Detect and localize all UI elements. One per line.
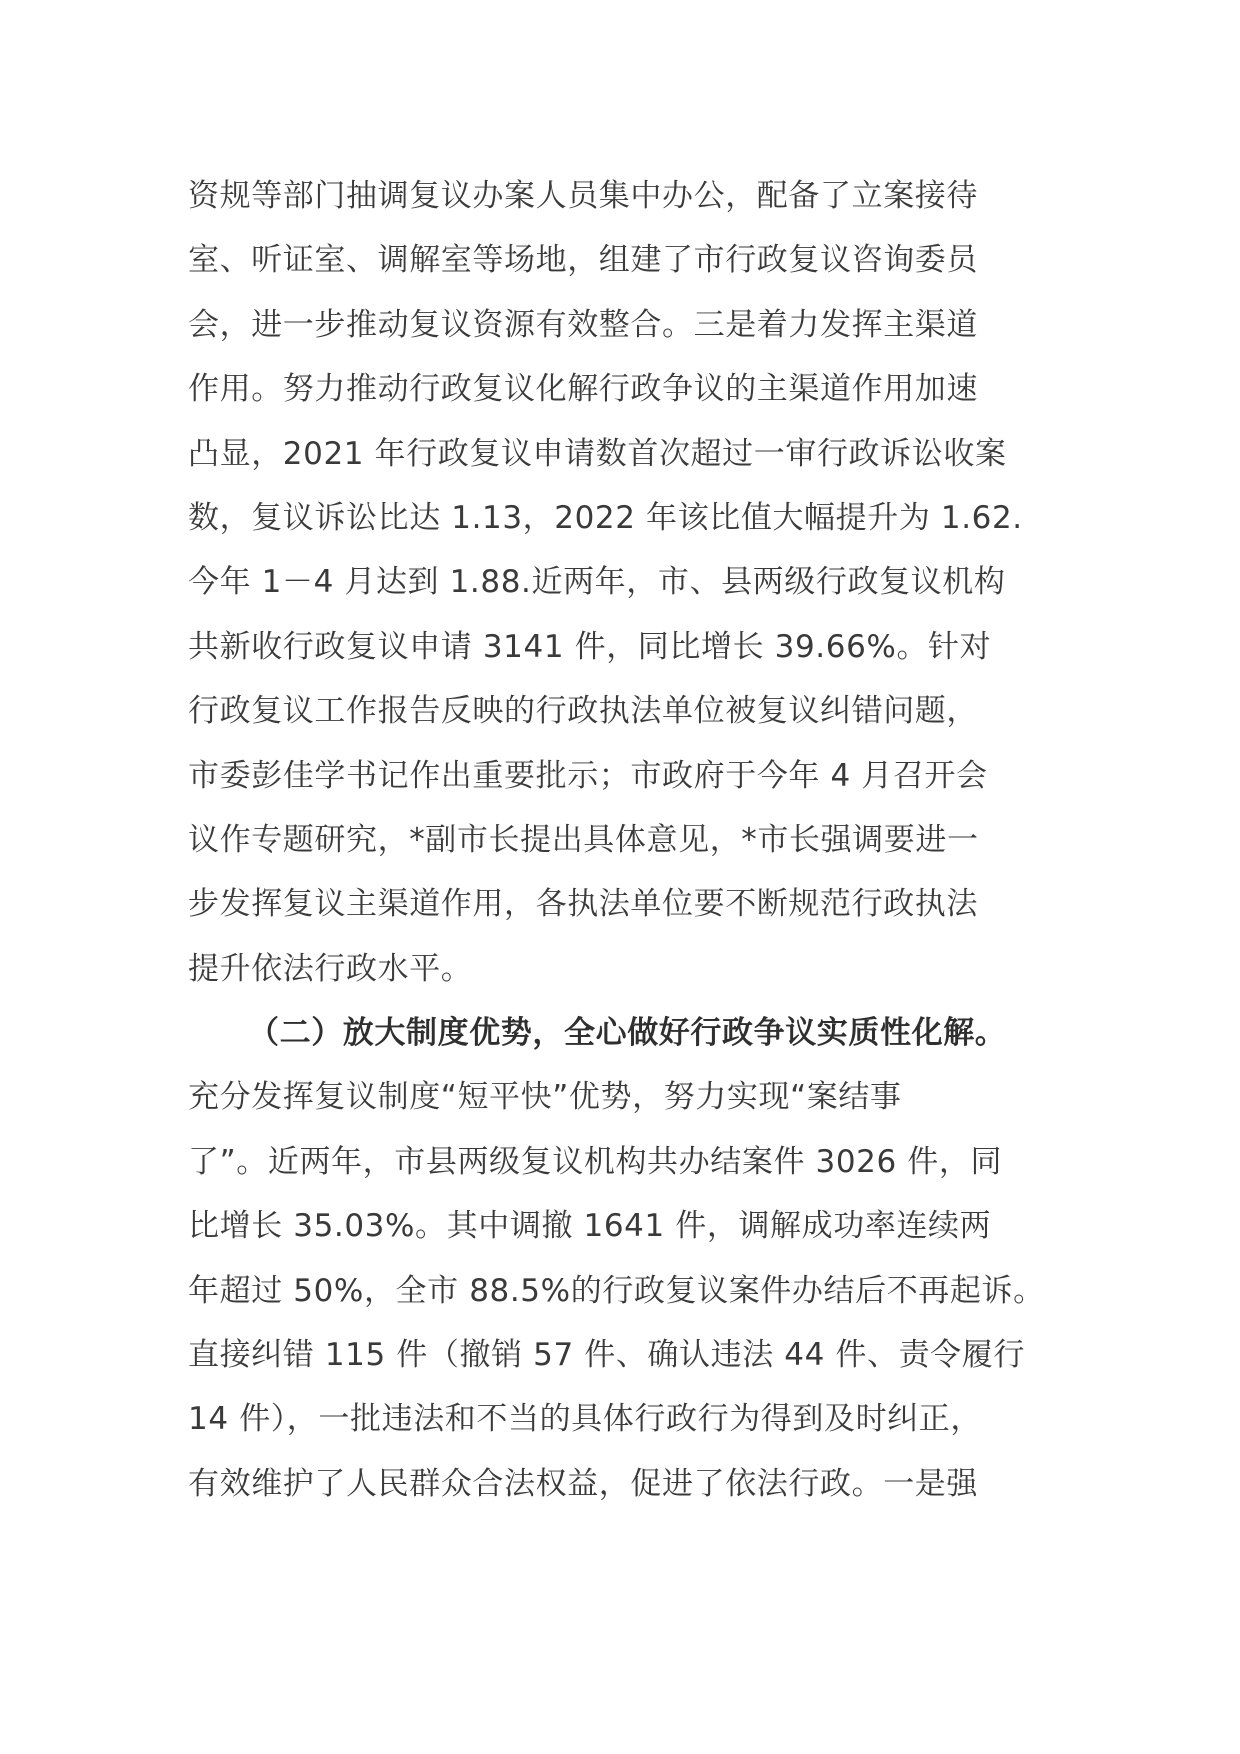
paragraph-line: 凸显，2021 年行政复议申请数首次超过一审行政诉讼收案 [188, 435, 1007, 472]
paragraph-line: 议作专题研究，*副市长提出具体意见，*市长强调要进一 [188, 821, 979, 858]
paragraph-line: 作用。努力推动行政复议化解行政争议的主渠道作用加速 [188, 371, 978, 408]
paragraph-line: 14 件），一批违法和不当的具体行政行为得到及时纠正， [188, 1401, 982, 1438]
section-heading: （二）放大制度优势，全心做好行政争议实质性化解。 [248, 1015, 1007, 1052]
paragraph-line: 今年 1－4 月达到 1.88.近两年，市、县两级行政复议机构 [188, 564, 1006, 601]
paragraph-line: 资规等部门抽调复议办案人员集中办公，配备了立案接待 [188, 178, 978, 214]
paragraph-line: 直接纠错 115 件（撤销 57 件、确认违法 44 件、责令履行 [188, 1337, 1025, 1374]
paragraph-line: 行政复议工作报告反映的行政执法单位被复议纠错问题， [188, 693, 978, 730]
paragraph-line: 会，进一步推动复议资源有效整合。三是着力发挥主渠道 [188, 306, 978, 343]
paragraph-line: 步发挥复议主渠道作用，各执法单位要不断规范行政执法 [188, 886, 978, 923]
paragraph-line: 了”。近两年，市县两级复议机构共办结案件 3026 件，同 [188, 1143, 1003, 1180]
paragraph-line: 共新收行政复议申请 3141 件，同比增长 39.66%。针对 [188, 628, 992, 665]
paragraph-line: 比增长 35.03%。其中调撤 1641 件，调解成功率连续两 [188, 1208, 992, 1245]
paragraph-line: 室、听证室、调解室等场地，组建了市行政复议咨询委员 [188, 242, 978, 279]
paragraph-line: 数，复议诉讼比达 1.13，2022 年该比值大幅提升为 1.62. [188, 499, 1023, 536]
body-text [188, 164, 1068, 1516]
paragraph-line: 有效维护了人民群众合法权益，促进了依法行政。一是强 [188, 1465, 978, 1502]
paragraph-line: 市委彭佳学书记作出重要批示；市政府于今年 4 月召开会 [188, 757, 988, 794]
paragraph-line: 提升依法行政水平。 [188, 950, 473, 987]
paragraph-line: 年超过 50%，全市 88.5%的行政复议案件办结后不再起诉。 [188, 1272, 1045, 1309]
paragraph-line: 充分发挥复议制度“短平快”优势，努力实现“案结事 [188, 1079, 902, 1116]
